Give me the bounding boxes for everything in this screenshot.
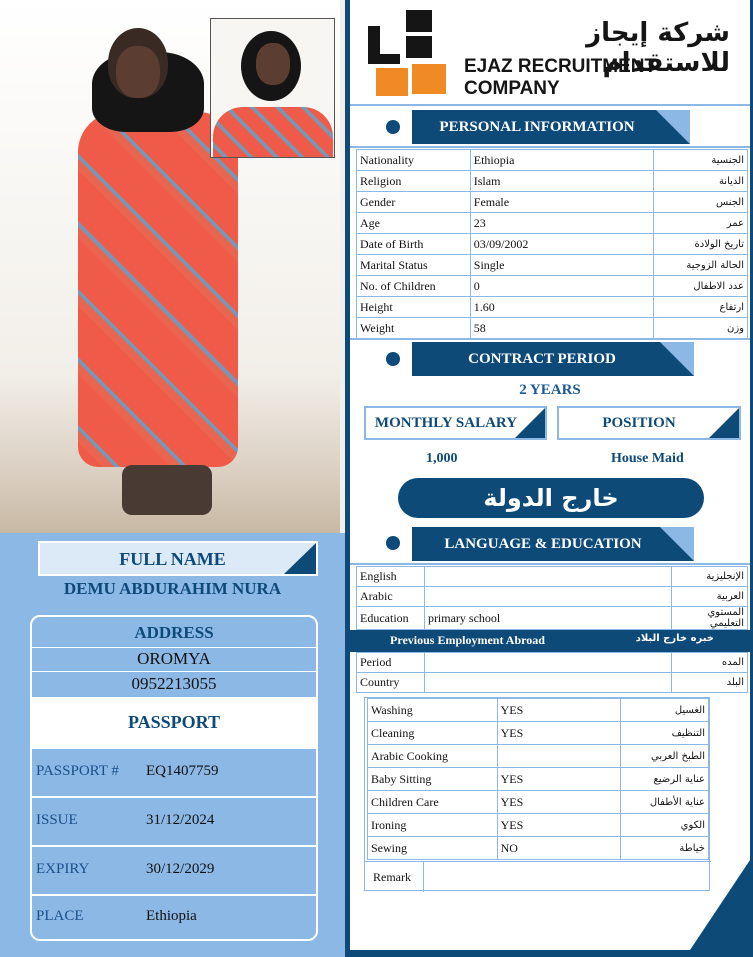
right-column [350, 0, 750, 950]
row-label-arabic: تاريخ الولادة [654, 234, 748, 255]
passport-row [32, 894, 316, 941]
company-name-arabic: شركة إيجاز للاستقدام [586, 18, 730, 78]
logo-square [376, 68, 408, 96]
table-row [368, 699, 709, 722]
full-name-label: FULL NAME [119, 549, 226, 569]
table-row [368, 768, 709, 791]
row-label-arabic: الجنس [654, 192, 748, 213]
place-value: Ethiopia [146, 908, 197, 924]
address-label: ADDRESS [134, 623, 214, 642]
company-name-english: EJAZ RECRUITMENT COMPANY [464, 56, 657, 99]
passport-row [32, 796, 316, 844]
address-passport-card [30, 615, 318, 941]
previous-employment-table [356, 652, 748, 693]
row-label-arabic: خياطة [621, 837, 709, 860]
divider [350, 563, 750, 565]
row-label: Ironing [368, 814, 498, 837]
address-value: OROMYA [32, 647, 316, 671]
row-label-arabic: المستوي التعليمي [672, 607, 748, 630]
row-label-arabic: عناية الرضيع [621, 768, 709, 791]
phone-value: 0952213055 [32, 671, 316, 697]
full-name-value: DEMU ABDURAHIM NURA [63, 579, 282, 598]
row-label-arabic: الكوي [621, 814, 709, 837]
remark-divider [423, 862, 424, 892]
personal-info-header [412, 110, 690, 144]
table-row [368, 722, 709, 745]
table-row [368, 791, 709, 814]
row-label: Height [357, 297, 471, 318]
row-label: English [357, 567, 425, 587]
row-value: YES [497, 699, 621, 722]
table-row [357, 653, 748, 673]
row-label: Gender [357, 192, 471, 213]
row-value: Female [470, 192, 653, 213]
skills-table [367, 698, 709, 860]
logo-bar [368, 54, 400, 64]
skills-card [364, 697, 710, 891]
row-label: Nationality [357, 150, 471, 171]
row-label: Education [357, 607, 425, 630]
company-logo [362, 8, 452, 100]
salary-label: MONTHLY SALARY [374, 415, 518, 431]
personal-info-table [356, 149, 748, 339]
salary-label-box [364, 406, 547, 440]
row-value: Ethiopia [470, 150, 653, 171]
row-label-arabic: الإنجليزية [672, 567, 748, 587]
photo-face [116, 46, 160, 98]
row-label-arabic: وزن [654, 318, 748, 339]
row-value: 1.60 [470, 297, 653, 318]
table-row [357, 234, 748, 255]
photo-feet [122, 465, 212, 515]
row-label: Religion [357, 171, 471, 192]
header-corner [284, 543, 316, 574]
position-label: POSITION [602, 415, 676, 431]
expiry-label: EXPIRY [36, 861, 90, 877]
portrait-face [256, 43, 290, 85]
passport-header [32, 697, 316, 747]
row-label-arabic: الحالة الزوجية [654, 255, 748, 276]
row-value: 23 [470, 213, 653, 234]
row-label-arabic: الغسيل [621, 699, 709, 722]
row-value [497, 745, 621, 768]
row-value: YES [497, 722, 621, 745]
row-label: Weight [357, 318, 471, 339]
salary-value: 1,000 [426, 451, 458, 466]
row-label-arabic: الجنسية [654, 150, 748, 171]
row-value: YES [497, 791, 621, 814]
row-label-arabic: التنظيف [621, 722, 709, 745]
full-name-header [38, 541, 318, 576]
row-label: Period [357, 653, 425, 673]
table-row [357, 297, 748, 318]
row-value: NO [497, 837, 621, 860]
table-row [357, 213, 748, 234]
row-value [424, 673, 671, 693]
position-value: House Maid [611, 451, 684, 466]
passport-row [32, 747, 316, 795]
row-label-arabic: الطبخ العربي [621, 745, 709, 768]
bullet-icon [386, 352, 400, 366]
row-label: Sewing [368, 837, 498, 860]
row-label-arabic: المده [672, 653, 748, 673]
row-label-arabic: ارتفاع [654, 297, 748, 318]
row-label: Baby Sitting [368, 768, 498, 791]
language-table [356, 566, 748, 630]
portrait-photo [210, 18, 335, 158]
row-label: Cleaning [368, 722, 498, 745]
table-row [357, 276, 748, 297]
table-row [357, 255, 748, 276]
photo-dress [78, 112, 238, 467]
previous-employment-header [350, 630, 750, 652]
table-row [357, 150, 748, 171]
row-value [424, 567, 671, 587]
table-row [357, 192, 748, 213]
passport-number-label: PASSPORT # [36, 763, 119, 779]
row-label-arabic: عناية الأطفال [621, 791, 709, 814]
table-row [357, 318, 748, 339]
issue-value: 31/12/2024 [146, 812, 215, 828]
contract-title: CONTRACT PERIOD [468, 351, 616, 367]
position-label-box [557, 406, 741, 440]
row-value [424, 587, 671, 607]
row-label: Children Care [368, 791, 498, 814]
row-label: Marital Status [357, 255, 471, 276]
header-corner [660, 342, 694, 376]
table-row [357, 567, 748, 587]
header-corner [660, 527, 694, 561]
row-value: 58 [470, 318, 653, 339]
row-value [424, 653, 671, 673]
previous-employment-title: Previous Employment Abroad [390, 633, 545, 647]
logo-square [406, 10, 432, 32]
personal-info-title: PERSONAL INFORMATION [439, 119, 635, 135]
expiry-value: 30/12/2029 [146, 861, 215, 877]
box-corner [709, 408, 739, 438]
row-label: Arabic [357, 587, 425, 607]
table-row [368, 837, 709, 860]
corner-decoration [690, 860, 750, 950]
table-row [357, 587, 748, 607]
row-label: Arabic Cooking [368, 745, 498, 768]
table-row [357, 673, 748, 693]
row-label-arabic: عدد الاطفال [654, 276, 748, 297]
row-value: 0 [470, 276, 653, 297]
divider [350, 146, 750, 148]
row-value: YES [497, 814, 621, 837]
divider [350, 338, 750, 340]
row-value: 03/09/2002 [470, 234, 653, 255]
row-label: Date of Birth [357, 234, 471, 255]
table-row [368, 814, 709, 837]
outside-country-badge: خارج الدولة [398, 478, 704, 518]
row-label-arabic: الديانة [654, 171, 748, 192]
bullet-icon [386, 536, 400, 550]
candidate-photo-area [0, 0, 345, 533]
row-label-arabic: عمر [654, 213, 748, 234]
logo-square [406, 36, 432, 58]
passport-label: PASSPORT [127, 712, 221, 732]
previous-employment-title-arabic: خبره خارج البلاد [635, 633, 714, 644]
row-label-arabic: العربية [672, 587, 748, 607]
row-label: Age [357, 213, 471, 234]
box-corner [515, 408, 545, 438]
issue-label: ISSUE [36, 812, 78, 828]
table-row [357, 607, 748, 630]
header-corner [656, 110, 690, 144]
language-title: LANGUAGE & EDUCATION [444, 536, 642, 552]
row-value: primary school [424, 607, 671, 630]
row-label: Country [357, 673, 425, 693]
remark-row [365, 861, 711, 891]
place-label: PLACE [36, 908, 84, 924]
row-label-arabic: البلد [672, 673, 748, 693]
contract-header [412, 342, 694, 376]
remark-label: Remark [373, 870, 411, 884]
table-row [368, 745, 709, 768]
row-label: Washing [368, 699, 498, 722]
portrait-dress [213, 107, 333, 158]
row-label: No. of Children [357, 276, 471, 297]
table-row [357, 171, 748, 192]
language-header [412, 527, 694, 561]
row-value: YES [497, 768, 621, 791]
divider [350, 104, 750, 106]
row-value: Islam [470, 171, 653, 192]
contract-period-value: 2 YEARS [519, 382, 581, 398]
left-info-panel [0, 533, 345, 957]
logo-square [412, 64, 446, 94]
row-value: Single [470, 255, 653, 276]
bullet-icon [386, 120, 400, 134]
passport-number-value: EQ1407759 [146, 763, 219, 779]
passport-row [32, 845, 316, 893]
